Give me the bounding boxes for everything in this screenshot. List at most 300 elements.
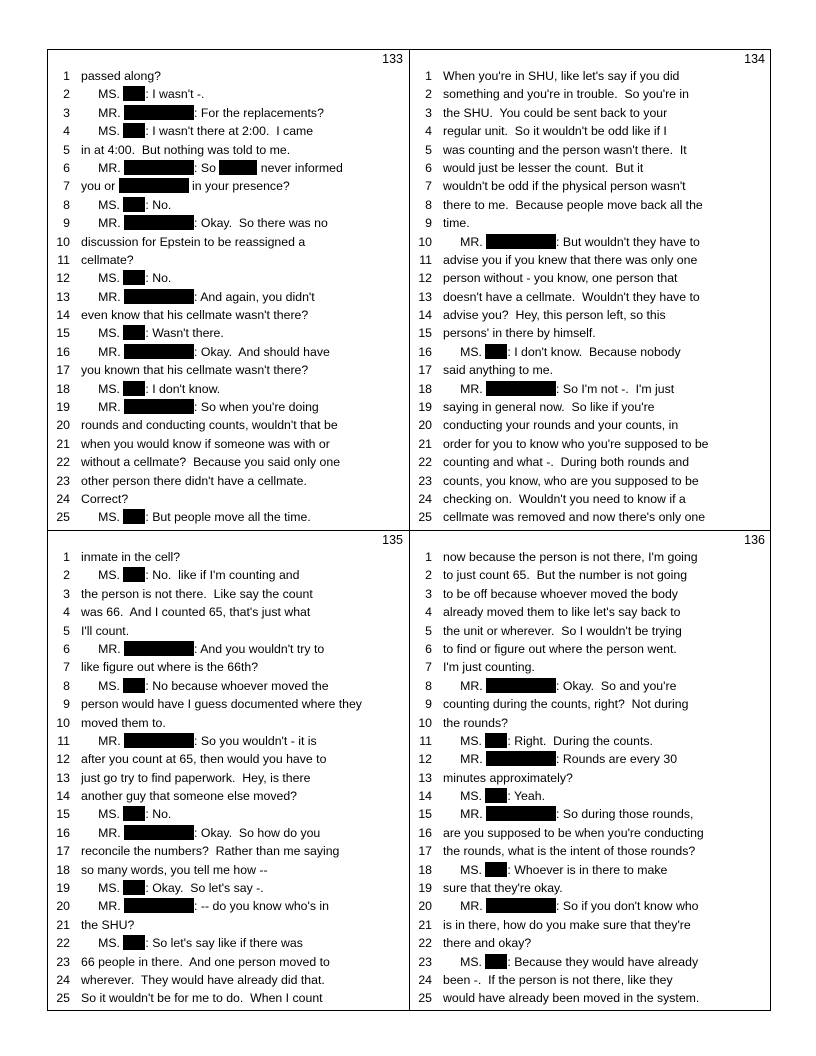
redaction-box <box>485 954 507 969</box>
redaction-box <box>486 678 556 693</box>
line-number: 4 <box>63 124 70 139</box>
transcript-line <box>48 953 409 971</box>
line-text: MS. : No. like if I'm counting and <box>81 568 300 583</box>
transcript-line <box>410 416 771 434</box>
line-text: MS. : But people move all the time. <box>81 510 311 525</box>
line-number: 2 <box>63 87 70 102</box>
line-text: MS. : No. <box>81 807 172 822</box>
page-number: 136 <box>744 533 765 547</box>
transcript-line <box>48 324 409 342</box>
line-number: 18 <box>418 381 432 396</box>
line-text: sure that they're okay. <box>443 881 563 896</box>
line-text: MS. : Okay. So let's say -. <box>81 881 264 896</box>
transcript-line <box>48 640 409 658</box>
transcript-line <box>410 916 771 934</box>
line-number: 25 <box>418 991 432 1006</box>
redaction-box <box>485 788 507 803</box>
transcript-line <box>410 658 771 676</box>
line-number: 18 <box>56 862 70 877</box>
line-text: the rounds? <box>443 715 508 730</box>
transcript-line <box>48 104 409 122</box>
line-number: 17 <box>418 363 432 378</box>
line-text: now because the person is not there, I'm going <box>443 550 698 564</box>
transcript-line <box>48 714 409 732</box>
line-number: 23 <box>56 954 70 969</box>
transcript-line <box>410 953 771 971</box>
line-text: MS. : I wasn't -. <box>81 87 205 102</box>
line-number: 9 <box>63 216 70 231</box>
line-text: doesn't have a cellmate. Wouldn't they have to <box>443 289 700 304</box>
transcript-line <box>410 196 771 214</box>
line-text: are you supposed to be when you're conducting <box>443 825 704 840</box>
transcript-line <box>410 566 771 584</box>
transcript-line <box>48 380 409 398</box>
line-text: in at 4:00. But nothing was told to me. <box>81 142 291 157</box>
transcript-line <box>410 141 771 159</box>
line-number: 23 <box>418 473 432 488</box>
redaction-box <box>124 733 194 748</box>
page-number: 135 <box>382 533 403 547</box>
line-number: 20 <box>56 418 70 433</box>
redaction-box <box>485 344 507 359</box>
transcript-line <box>48 67 409 85</box>
line-text: moved them to. <box>81 715 166 730</box>
transcript-line <box>410 269 771 287</box>
transcript-line <box>410 640 771 658</box>
transcript-line <box>48 971 409 989</box>
line-number: 11 <box>57 733 70 748</box>
transcript-line <box>410 453 771 471</box>
line-number: 25 <box>56 510 70 525</box>
line-number: 20 <box>418 418 432 433</box>
line-text: persons' in there by himself. <box>443 326 596 341</box>
line-text: MS. : No. <box>81 197 172 212</box>
line-number: 6 <box>425 160 432 175</box>
line-text: saying in general now. So like if you're <box>443 400 655 415</box>
line-number: 7 <box>425 179 432 194</box>
line-text: MS. : I don't know. Because nobody <box>443 344 681 359</box>
transcript-line <box>48 585 409 603</box>
line-number: 17 <box>56 363 70 378</box>
line-text: inmate in the cell? <box>81 550 181 564</box>
transcript-line <box>410 177 771 195</box>
line-text: counting and what -. During both rounds and <box>443 455 690 470</box>
redaction-box <box>123 567 145 582</box>
line-number: 2 <box>425 87 432 102</box>
transcript-line <box>48 141 409 159</box>
line-text: MR. : For the replacements? <box>81 105 324 120</box>
transcript-line <box>410 861 771 879</box>
line-text: MR. : So during those rounds, <box>443 807 694 822</box>
line-number: 24 <box>418 491 432 506</box>
transcript-line <box>410 398 771 416</box>
line-number: 5 <box>425 623 432 638</box>
transcript-line <box>48 159 409 177</box>
line-text: like figure out where is the 66th? <box>81 660 259 675</box>
line-number: 20 <box>56 899 70 914</box>
line-number: 8 <box>63 197 70 212</box>
line-number: 21 <box>418 917 432 932</box>
line-number: 5 <box>63 623 70 638</box>
transcript-line <box>48 842 409 860</box>
transcript-line <box>48 288 409 306</box>
transcript-line <box>48 695 409 713</box>
transcript-line <box>410 214 771 232</box>
redaction-box <box>123 935 145 950</box>
line-text: already moved them to like let's say back to <box>443 605 681 620</box>
transcript-page-135 <box>48 531 409 1011</box>
transcript-line <box>410 750 771 768</box>
line-text: MS. : Whoever is in there to make <box>443 862 668 877</box>
line-number: 22 <box>418 936 432 951</box>
transcript-line <box>410 380 771 398</box>
transcript-line <box>48 453 409 471</box>
line-number: 24 <box>56 972 70 987</box>
transcript-line <box>410 67 771 85</box>
line-number: 15 <box>418 326 432 341</box>
redaction-box <box>124 399 194 414</box>
transcript-line <box>410 677 771 695</box>
line-number: 9 <box>425 697 432 712</box>
transcript-line <box>410 842 771 860</box>
line-number: 2 <box>425 568 432 583</box>
transcript-line <box>410 122 771 140</box>
line-text: MR. : So if you don't know who <box>443 899 699 914</box>
transcript-line <box>48 233 409 251</box>
transcript-line <box>410 879 771 897</box>
line-text: MR. : But wouldn't they have to <box>443 234 700 249</box>
line-number: 1 <box>63 69 70 83</box>
line-number: 7 <box>63 660 70 675</box>
line-number: 10 <box>418 715 432 730</box>
transcript-line <box>48 989 409 1007</box>
transcript-line <box>410 824 771 842</box>
line-number: 21 <box>418 436 432 451</box>
line-number: 12 <box>418 752 432 767</box>
line-number: 6 <box>63 160 70 175</box>
transcript-lines <box>48 548 409 1008</box>
line-number: 14 <box>418 308 432 323</box>
transcript-line <box>48 548 409 566</box>
transcript-line <box>48 361 409 379</box>
transcript-line <box>48 508 409 526</box>
line-number: 8 <box>63 678 70 693</box>
line-text: counting during the counts, right? Not during <box>443 697 689 712</box>
line-number: 3 <box>425 586 432 601</box>
page-number: 134 <box>744 52 765 66</box>
transcript-line <box>410 508 771 526</box>
transcript-line <box>48 122 409 140</box>
line-text: MS. : Because they would have already <box>443 954 699 969</box>
line-number: 19 <box>56 881 70 896</box>
line-text: just go try to find paperwork. Hey, is there <box>81 770 311 785</box>
line-text: the rounds, what is the intent of those rounds? <box>443 844 696 859</box>
line-text: to be off because whoever moved the body <box>443 586 678 601</box>
line-text: MR. : So I'm not -. I'm just <box>443 381 675 396</box>
line-text: was counting and the person wasn't there. It <box>443 142 687 157</box>
line-number: 10 <box>56 715 70 730</box>
transcript-line <box>48 861 409 879</box>
redaction-box <box>123 678 145 693</box>
line-number: 7 <box>63 179 70 194</box>
transcript-sheet <box>47 49 771 1011</box>
transcript-line <box>48 343 409 361</box>
line-number: 3 <box>63 105 70 120</box>
line-number: 3 <box>63 586 70 601</box>
redaction-box <box>123 197 145 212</box>
line-text: minutes approximately? <box>443 770 573 785</box>
line-number: 22 <box>56 455 70 470</box>
redaction-box <box>123 509 145 524</box>
line-number: 3 <box>425 105 432 120</box>
transcript-line <box>48 824 409 842</box>
redaction-box <box>123 86 145 101</box>
line-text: MS. : I don't know. <box>81 381 221 396</box>
transcript-line <box>48 787 409 805</box>
transcript-line <box>410 159 771 177</box>
redaction-box <box>124 289 194 304</box>
line-number: 22 <box>56 936 70 951</box>
redaction-box <box>123 806 145 821</box>
transcript-line <box>410 361 771 379</box>
transcript-page-133 <box>48 50 409 530</box>
line-number: 2 <box>63 568 70 583</box>
line-number: 16 <box>418 344 432 359</box>
transcript-line <box>410 622 771 640</box>
line-text: to just count 65. But the number is not going <box>443 568 688 583</box>
transcript-line <box>48 658 409 676</box>
transcript-line <box>48 934 409 952</box>
line-text: cellmate was removed and now there's only one <box>443 510 706 525</box>
redaction-box <box>124 898 194 913</box>
line-text: said anything to me. <box>443 363 554 378</box>
line-number: 19 <box>56 400 70 415</box>
redaction-box <box>124 215 194 230</box>
line-text: MR. : Okay. And should have <box>81 344 330 359</box>
line-number: 13 <box>56 770 70 785</box>
transcript-line <box>410 732 771 750</box>
line-number: 5 <box>63 142 70 157</box>
transcript-line <box>48 805 409 823</box>
line-text: time. <box>443 216 470 231</box>
redaction-box <box>486 898 556 913</box>
transcript-line <box>410 805 771 823</box>
transcript-line <box>48 490 409 508</box>
line-text: I'm just counting. <box>443 660 535 675</box>
transcript-line <box>410 787 771 805</box>
line-text: wouldn't be odd if the physical person wasn't <box>443 179 686 194</box>
line-number: 8 <box>425 678 432 693</box>
transcript-line <box>48 769 409 787</box>
line-text: cellmate? <box>81 252 134 267</box>
line-number: 24 <box>418 972 432 987</box>
redaction-box <box>123 123 145 138</box>
transcript-line <box>410 306 771 324</box>
line-number: 25 <box>418 510 432 525</box>
transcript-line <box>48 435 409 453</box>
transcript-line <box>48 398 409 416</box>
line-text: MR. : Okay. So and you're <box>443 678 677 693</box>
transcript-line <box>410 288 771 306</box>
transcript-line <box>410 934 771 952</box>
line-number: 10 <box>418 234 432 249</box>
line-text: MR. : So never informed <box>81 160 343 175</box>
transcript-line <box>48 732 409 750</box>
line-text: another guy that someone else moved? <box>81 789 298 804</box>
transcript-line <box>48 214 409 232</box>
line-text: without a cellmate? Because you said only one <box>81 455 341 470</box>
redaction-box <box>219 160 257 175</box>
redaction-box <box>123 381 145 396</box>
line-text: discussion for Epstein to be reassigned a <box>81 234 306 249</box>
transcript-page-134 <box>410 50 771 530</box>
redaction-box <box>124 344 194 359</box>
line-number: 21 <box>56 917 70 932</box>
line-number: 7 <box>425 660 432 675</box>
line-number: 6 <box>63 641 70 656</box>
line-text: person without - you know, one person that <box>443 271 678 286</box>
line-text: MS. : No. <box>81 271 172 286</box>
redaction-box <box>123 270 145 285</box>
line-number: 21 <box>56 436 70 451</box>
line-text: something and you're in trouble. So you're in <box>443 87 689 102</box>
line-text: other person there didn't have a cellmate. <box>81 473 307 488</box>
line-number: 4 <box>425 605 432 620</box>
line-text: there and okay? <box>443 936 532 951</box>
transcript-line <box>48 750 409 768</box>
transcript-line <box>410 695 771 713</box>
transcript-line <box>48 269 409 287</box>
line-number: 13 <box>418 289 432 304</box>
redaction-box <box>486 751 556 766</box>
line-number: 11 <box>419 252 432 267</box>
transcript-line <box>410 233 771 251</box>
transcript-line <box>410 989 771 1007</box>
line-text: counts, you know, who are you supposed to be <box>443 473 699 488</box>
line-number: 5 <box>425 142 432 157</box>
line-number: 15 <box>56 807 70 822</box>
line-number: 4 <box>425 124 432 139</box>
line-number: 14 <box>418 789 432 804</box>
line-text: rounds and conducting counts, wouldn't that be <box>81 418 338 433</box>
line-text: MR. : And again, you didn't <box>81 289 315 304</box>
transcript-line <box>48 306 409 324</box>
line-number: 1 <box>425 550 432 564</box>
line-number: 1 <box>63 550 70 564</box>
line-text: you or in your presence? <box>81 179 290 194</box>
line-text: passed along? <box>81 69 161 83</box>
line-text: MS. : No because whoever moved the <box>81 678 329 693</box>
transcript-line <box>410 897 771 915</box>
line-number: 1 <box>425 69 432 83</box>
transcript-lines <box>410 67 771 527</box>
transcript-line <box>410 85 771 103</box>
line-number: 11 <box>419 733 432 748</box>
line-text: advise you? Hey, this person left, so this <box>443 308 666 323</box>
line-text: MR. : So when you're doing <box>81 400 319 415</box>
line-text: been -. If the person is not there, like they <box>443 972 673 987</box>
transcript-line <box>410 714 771 732</box>
transcript-line <box>48 177 409 195</box>
line-number: 23 <box>56 473 70 488</box>
line-number: 22 <box>418 455 432 470</box>
transcript-line <box>410 324 771 342</box>
line-text: would just be lesser the count. But it <box>443 160 644 175</box>
line-text: is in there, how do you make sure that they're <box>443 917 691 932</box>
row-divider <box>48 530 770 531</box>
line-text: the unit or wherever. So I wouldn't be trying <box>443 623 682 638</box>
line-number: 18 <box>418 862 432 877</box>
transcript-line <box>48 677 409 695</box>
redaction-box <box>486 234 556 249</box>
line-number: 24 <box>56 491 70 506</box>
line-number: 17 <box>56 844 70 859</box>
line-number: 17 <box>418 844 432 859</box>
line-text: you known that his cellmate wasn't there? <box>81 363 309 378</box>
transcript-line <box>410 603 771 621</box>
line-number: 6 <box>425 641 432 656</box>
transcript-line <box>410 548 771 566</box>
redaction-box <box>486 806 556 821</box>
line-text: when you would know if someone was with or <box>81 436 330 451</box>
line-text: would have already been moved in the system. <box>443 991 700 1006</box>
redaction-box <box>123 325 145 340</box>
transcript-line <box>410 769 771 787</box>
transcript-line <box>410 490 771 508</box>
line-text: reconcile the numbers? Rather than me saying <box>81 844 340 859</box>
line-number: 16 <box>418 825 432 840</box>
redaction-box <box>486 381 556 396</box>
transcript-line <box>48 566 409 584</box>
line-number: 16 <box>56 825 70 840</box>
line-number: 9 <box>63 697 70 712</box>
transcript-line <box>410 472 771 490</box>
line-text: the SHU? <box>81 917 135 932</box>
line-text: MS. : So let's say like if there was <box>81 936 303 951</box>
line-number: 11 <box>57 252 70 267</box>
line-text: 66 people in there. And one person moved to <box>81 954 330 969</box>
transcript-line <box>48 622 409 640</box>
line-text: there to me. Because people move back all the <box>443 197 703 212</box>
transcript-line <box>48 603 409 621</box>
line-number: 14 <box>56 789 70 804</box>
redaction-box <box>124 825 194 840</box>
line-number: 13 <box>56 289 70 304</box>
line-number: 4 <box>63 605 70 620</box>
page-number: 133 <box>382 52 403 66</box>
line-text: MS. : Yeah. <box>443 789 545 804</box>
line-number: 10 <box>56 234 70 249</box>
line-text: after you count at 65, then would you have to <box>81 752 327 767</box>
line-text: MR. : Okay. So how do you <box>81 825 321 840</box>
line-text: the person is not there. Like say the count <box>81 586 313 601</box>
line-number: 18 <box>56 381 70 396</box>
transcript-line <box>48 472 409 490</box>
line-number: 8 <box>425 197 432 212</box>
transcript-line <box>410 251 771 269</box>
line-text: person would have I guess documented where they <box>81 697 362 712</box>
transcript-line <box>410 971 771 989</box>
line-text: so many words, you tell me how -- <box>81 862 268 877</box>
line-number: 15 <box>418 807 432 822</box>
transcript-line <box>410 104 771 122</box>
transcript-line <box>48 897 409 915</box>
redaction-box <box>485 862 507 877</box>
line-text: the SHU. You could be sent back to your <box>443 105 668 120</box>
line-number: 13 <box>418 770 432 785</box>
line-text: MR. : -- do you know who's in <box>81 899 329 914</box>
line-text: regular unit. So it wouldn't be odd like if I <box>443 124 667 139</box>
